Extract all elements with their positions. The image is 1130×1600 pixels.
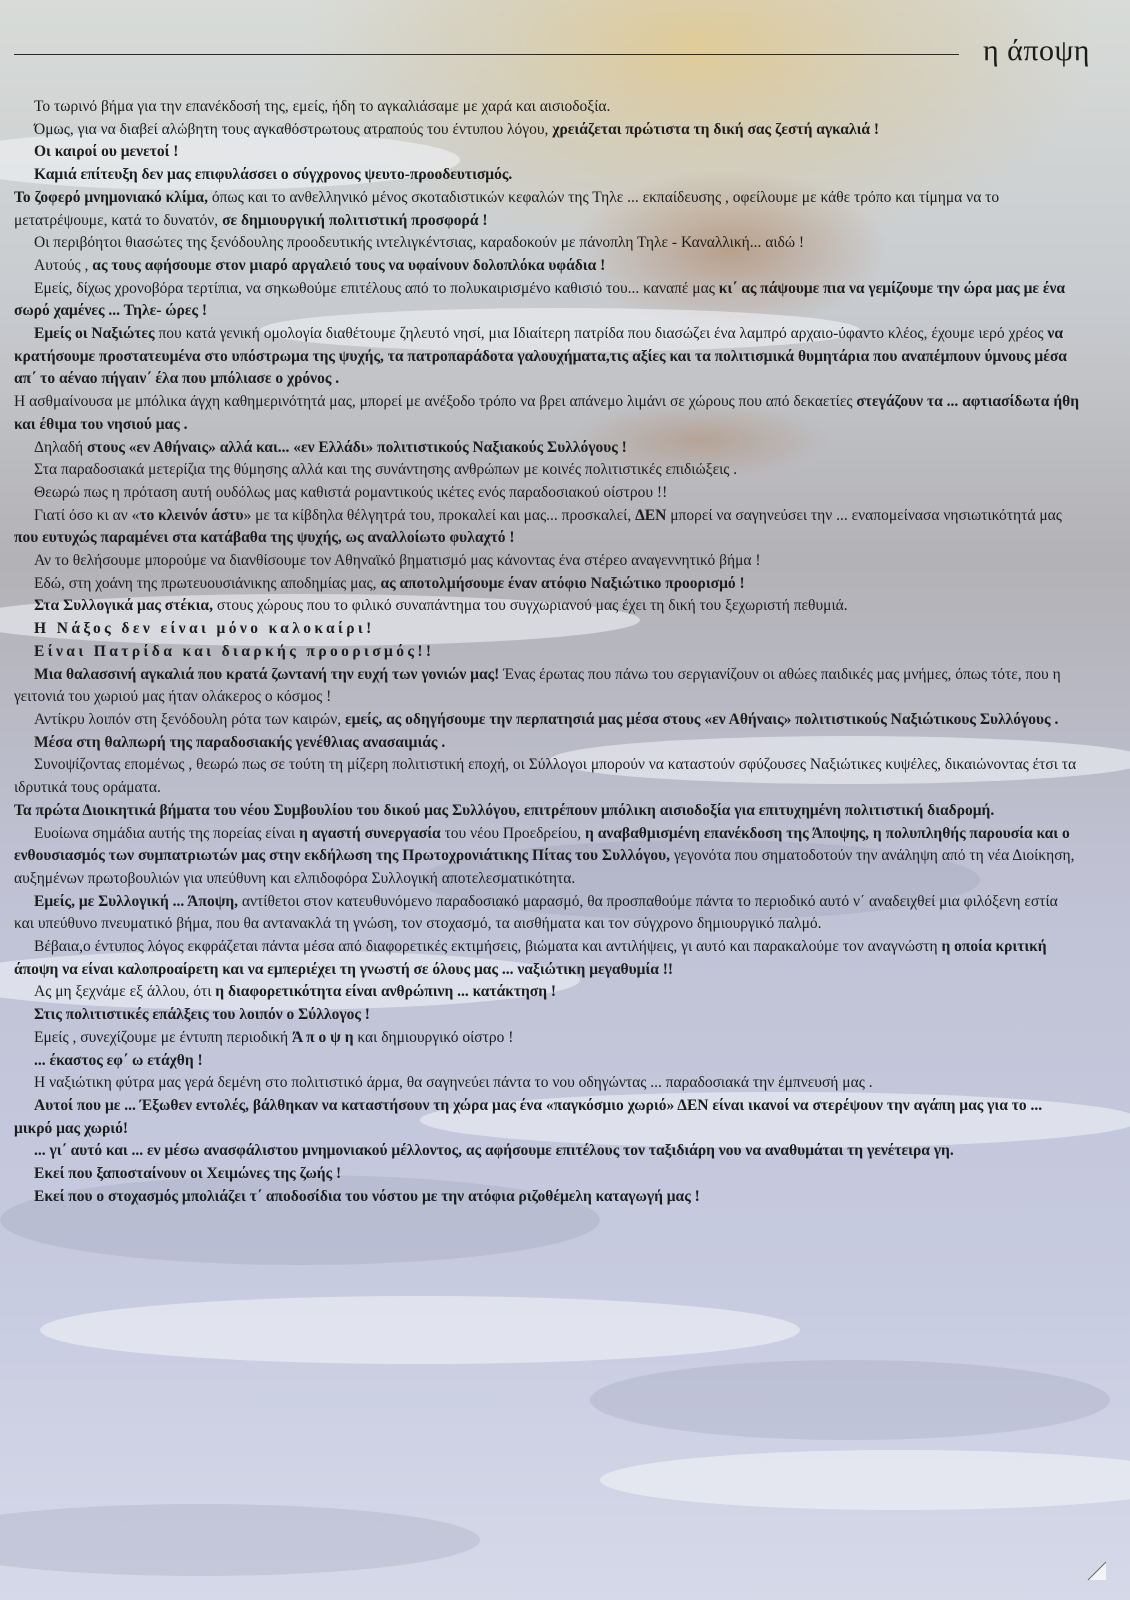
- text-run: Συνοψίζοντας επομένως , θεωρώ πως σε τούτη τη μίζερη πολιτιστική εποχή, οι Σύλλογοι μπορούν να καταστούν σφύζουσες Ναξιώτικες κυψέλες, δικαιώνοντας έτσι τα ιδρυτικά τους οράματα.: [14, 756, 1077, 797]
- bold-text: ας αποτολμήσουμε έναν ατόφιο Ναξιώτικο προορισμό !: [380, 574, 745, 592]
- bold-text: ... γι΄ αυτό και ... εν μέσω ανασφάλιστου μνημονιακού μέλλοντος, ας αφήσουμε επιτέλους τον ταξιδιάρη νου να αναθυμάται τη γενέτειρα γη.: [34, 1142, 954, 1160]
- text-run: Ένας έρωτας που πάνω του σεργιανίζουν οι αθώες παιδικές μας μνήμες, όπως τότε, που η γειτονιά του χωριού μας ήταν ολάκερος ο κόσμος !: [14, 665, 1061, 706]
- paragraph: [14, 459, 1080, 482]
- bold-text: Είναι Πατρίδα και διαρκής προορισμός!!: [34, 642, 435, 660]
- text-run: Εμείς, δίχως χρονοβόρα τερτίπια, να σηκωθούμε επιτέλους από το πολυκαιρισμένο καθισιό του... καναπέ μας: [34, 279, 719, 297]
- text-run: αντίθετοι στον κατευθυνόμενο παραδοσιακό μαρασμό, θα προσπαθούμε πάντα το περιοδικό αυτό ν΄ αναδειχθεί μια φιλόξενη εστία και υπεύθυνο πνευματικό βήμα, που θα αντανακλά τη γνώση, τον στοχασμό, τα αισθήματα και τον σύγχρονο δημιουργικό παλμό.: [14, 892, 1058, 933]
- text-run: Οι περιβόητοι θιασώτες της ξενόδουλης προοδευτικής ιντελιγκέντσιας, καραδοκούν με πάνοπλη Τηλε - Καναλλική... αιδώ !: [34, 234, 805, 252]
- paragraph: [14, 595, 1080, 618]
- text-run: Ας μη ξεχνάμε εξ άλλου, ότι: [34, 983, 216, 1001]
- bold-text: χρειάζεται πρώτιστα τη δική σας ζεστή αγκαλιά !: [552, 120, 880, 138]
- bold-text: Μέσα στη θαλπωρή της παραδοσιακής γενέθλιας ανασαιμιάς .: [34, 733, 446, 751]
- bold-text: Εμείς οι Ναξιώτες: [34, 325, 155, 343]
- paragraph: [14, 96, 1080, 119]
- paragraph: [14, 505, 1080, 550]
- article-body: [14, 96, 1080, 1208]
- bold-text: Το ζοφερό μνημονιακό κλίμα,: [14, 188, 208, 206]
- paragraph: [14, 641, 1080, 664]
- paragraph: [14, 119, 1080, 142]
- bold-text: Εκεί που ο στοχασμός μπολιάζει τ΄ αποδοσίδια του νόστου με την ατόφια ριζοθέμελη καταγωγή μας !: [34, 1187, 700, 1205]
- paragraph: [14, 278, 1080, 323]
- text-run: Όμως, για να διαβεί αλώβητη τους αγκαθόστρωτους ατραπούς του έντυπου λόγου,: [34, 120, 553, 138]
- text-run: Βέβαια,ο έντυπος λόγος εκφράζεται πάντα μέσα από διαφορετικές εκτιμήσεις, βιώματα και αντιλήψεις, γι αυτό και παρακαλούμε τον αναγνώστη: [34, 938, 942, 956]
- text-run: γεγονότα που σηματοδοτούν την ανάληψη από τη νέα Διοίκηση, αυξημένων πρωτοβουλιών για υπεύθυνη και ελπιδοφόρα Συλλογική αποτελεσματικότητα.: [14, 847, 1075, 887]
- text-run: όπως και το ανθελληνικό μένος σκοταδιστικών κεφαλών της Τηλε ... εκπαίδευσης , οφείλουμε με κάθε τρόπο και τίμημα να το μετατρέψουμε, κατά το δυνατόν,: [14, 188, 1000, 229]
- text-run: Ευοίωνα σημάδια αυτής της πορείας είναι: [34, 824, 300, 842]
- paragraph: [14, 1027, 1080, 1050]
- bold-text: Καμιά επίτευξη δεν μας επιφυλάσσει ο σύγχρονος ψευτο-προοδευτισμός.: [34, 166, 513, 184]
- paragraph: [14, 437, 1080, 460]
- text-run: Γιατί όσο κι αν «: [34, 506, 140, 524]
- bold-text: Ά π ο ψ η: [291, 1028, 354, 1046]
- bold-text: που ευτυχώς παραμένει στα κατάβαθα της ψυχής, ως αναλλοίωτο φυλαχτό !: [14, 529, 515, 547]
- paragraph: [14, 709, 1080, 732]
- paragraph: [14, 391, 1080, 436]
- paragraph: [14, 323, 1080, 391]
- text-run: που κατά γενική ομολογία διαθέτουμε ζηλευτό νησί, μια Ιδιαίτερη πατρίδα που διασώζει ένα λαμπρό αρχαιο-ύφαντο κλέος, έχουμε ιερό χρέος: [154, 325, 1048, 343]
- bold-text: Εκεί που ξαποσταίνουν οι Χειμώνες της ζωής !: [34, 1165, 342, 1183]
- bold-text: να κρατήσουμε προστατευμένα στο υπόστρωμα της ψυχής, τα πατροπαράδοτα γαλουχήματα,τις αξίες και τα πολιτισμικά θυμητάρια που αναπέμπουν ύμνους μέσα απ΄ το αέναο πήγαιν΄ έλα που μπόλιασε ο χρόνος .: [14, 325, 1067, 388]
- bold-text: Μια θαλασσινή αγκαλιά που κρατά ζωντανή την ευχή των γονιών μας!: [34, 665, 500, 683]
- paragraph: [14, 1095, 1080, 1140]
- paragraph: [14, 891, 1080, 936]
- bold-text: Στις πολιτιστικές επάλξεις του λοιπόν ο Σύλλογος !: [34, 1006, 370, 1024]
- text-run: Εδώ, στη χοάνη της πρωτευουσιάνικης αποδημίας μας,: [34, 574, 381, 592]
- bold-text: το κλεινόν άστυ: [139, 506, 244, 524]
- bold-text: στεγάζουν τα ... αφτιασίδωτα ήθη και έθιμα του νησιού μας .: [14, 393, 1080, 433]
- paragraph: [14, 981, 1080, 1004]
- bold-text: η αναβαθμισμένη επανέκδοση της Άποψης, η πολυπληθής παρουσία και ο ενθουσιασμός των συμπατριωτών μας στην εκδήλωση της Πρωτοχρονιάτικης Πίτας του Συλλόγου,: [14, 824, 1070, 865]
- bold-text: η οποία κριτική άποψη να είναι καλοπροαίρετη και να εμπεριέχει τη γνωστή σε όλους μας ... ναξιώτικη μεγαθυμία !!: [14, 938, 1047, 978]
- header-rule: [14, 54, 959, 55]
- paragraph: [14, 1140, 1080, 1163]
- text-run: » με τα κίβδηλα θέλγητρά του, προκαλεί και μας... προσκαλεί,: [243, 506, 636, 524]
- paragraph: [14, 732, 1080, 755]
- text-run: στους χώρους που το φιλικό συναπάντημα του συγχωριανού μας έχει τη δική του ξεχωριστή πεθυμιά.: [212, 597, 848, 615]
- paragraph: [14, 618, 1080, 641]
- section-title: η άποψη: [982, 34, 1090, 67]
- paragraph: [14, 936, 1080, 981]
- bold-text: Αυτοί που με ... Έξωθεν εντολές, βάλθηκαν να καταστήσουν τη χώρα μας ένα «παγκόσμιο χωριό» ΔΕΝ είναι ικανοί να στερέψουν την αγάπη μας για το ... μικρό μας χωριό!: [14, 1096, 1043, 1137]
- paragraph: [14, 823, 1080, 891]
- paragraph: [14, 1186, 1080, 1209]
- text-run: Αν το θελήσουμε μπορούμε να διανθίσουμε τον Αθηναϊκό βηματισμό μας κάνοντας ένα στέρεο αναγεννητικό βήμα !: [34, 552, 761, 570]
- page-corner-mark: [1086, 1560, 1108, 1582]
- paragraph: [14, 1163, 1080, 1186]
- bold-text: ας τους αφήσουμε στον μιαρό αργαλειό τους να υφαίνουν δολοπλόκα υφάδια !: [92, 256, 606, 274]
- text-run: Δηλαδή: [34, 438, 87, 456]
- paragraph: [14, 187, 1080, 232]
- page-header: [0, 30, 1130, 80]
- paragraph: [14, 800, 1080, 823]
- paragraph: [14, 164, 1080, 187]
- paragraph: [14, 573, 1080, 596]
- paragraph: [14, 1004, 1080, 1027]
- paragraph: [14, 664, 1080, 709]
- bold-text: κι΄ ας πάψουμε πια να γεμίζουμε την ώρα μας με ένα σωρό χαμένες ... Τηλε- ώρες !: [14, 279, 1066, 320]
- text-run: Στα παραδοσιακά μετερίζια της θύμησης αλλά και της συνάντησης ανθρώπων με κοινές πολιτιστικές επιδιώξεις .: [34, 461, 738, 479]
- bold-text: η διαφορετικότητα είναι ανθρώπινη ... κατάκτηση !: [215, 983, 557, 1001]
- text-run: Η ναξιώτικη φύτρα μας γερά δεμένη στο πολιτιστικό άρμα, θα σαγηνεύει πάντα το νου οδηγώντας ... παραδοσιακά την έμπνευσή μας .: [34, 1074, 873, 1092]
- bold-text: Τα πρώτα Διοικητικά βήματα του νέου Συμβουλίου του δικού μας Συλλόγου, επιτρέπουν μπόλικη αισιοδοξία για επιτυχημένη πολιτιστική διαδρομή.: [14, 801, 995, 819]
- bold-text: η αγαστή συνεργασία: [299, 824, 441, 842]
- bold-text: εμείς, ας οδηγήσουμε την περπατησιά μας μέσα στους «εν Αθήναις» πολιτιστικούς Ναξιώτικους Συλλόγους .: [344, 710, 1059, 728]
- bold-text: ... έκαστος εφ΄ ω ετάχθη !: [34, 1051, 203, 1069]
- paragraph: [14, 1050, 1080, 1073]
- text-run: Εμείς , συνεχίζουμε με έντυπη περιοδική: [34, 1028, 292, 1046]
- text-run: Αυτούς ,: [34, 256, 93, 274]
- bold-text: Οι καιροί ου μενετοί !: [34, 143, 179, 161]
- bold-text: σε δημιουργική πολιτιστική προσφορά !: [222, 211, 488, 229]
- paragraph: [14, 141, 1080, 164]
- bold-text: Στα Συλλογικά μας στέκια,: [34, 597, 213, 615]
- text-run: Αντίκρυ λοιπόν στη ξενόδουλη ρότα των καιρών,: [34, 710, 345, 728]
- paragraph: [14, 550, 1080, 573]
- text-run: μπορεί να σαγηνεύσει την ... εναπομείνασα νησιωτικότητά μας: [666, 506, 1062, 524]
- bold-text: ΔΕΝ: [635, 506, 667, 524]
- paragraph: [14, 1072, 1080, 1095]
- text-run: Το τωρινό βήμα για την επανέκδοσή της, εμείς, ήδη το αγκαλιάσαμε με χαρά και αισιοδοξία.: [34, 98, 611, 115]
- bold-text: στους «εν Αθήναις» αλλά και... «εν Ελλάδι» πολιτιστικούς Ναξιακούς Συλλόγους !: [87, 438, 627, 456]
- text-run: και δημιουργικό οίστρο !: [353, 1028, 514, 1046]
- paragraph: [14, 754, 1080, 799]
- text-run: Η ασθμαίνουσα με μπόλικα άγχη καθημερινότητά μας, μπορεί με ανέξοδο τρόπο να βρει απάνεμο λιμάνι σε χώρους που από δεκαετίες: [14, 393, 857, 411]
- bold-text: Εμείς, με Συλλογική ... Άποψη,: [34, 892, 239, 910]
- bold-text: Η Νάξος δεν είναι μόνο καλοκαίρι!: [34, 620, 375, 638]
- text-run: του νέου Προεδρείου,: [440, 824, 586, 842]
- text-run: Θεωρώ πως η πρόταση αυτή ουδόλως μας καθιστά ρομαντικούς ικέτες ενός παραδοσιακού οίστρου !!: [34, 483, 668, 501]
- paragraph: [14, 482, 1080, 505]
- paragraph: [14, 232, 1080, 255]
- paragraph: [14, 255, 1080, 278]
